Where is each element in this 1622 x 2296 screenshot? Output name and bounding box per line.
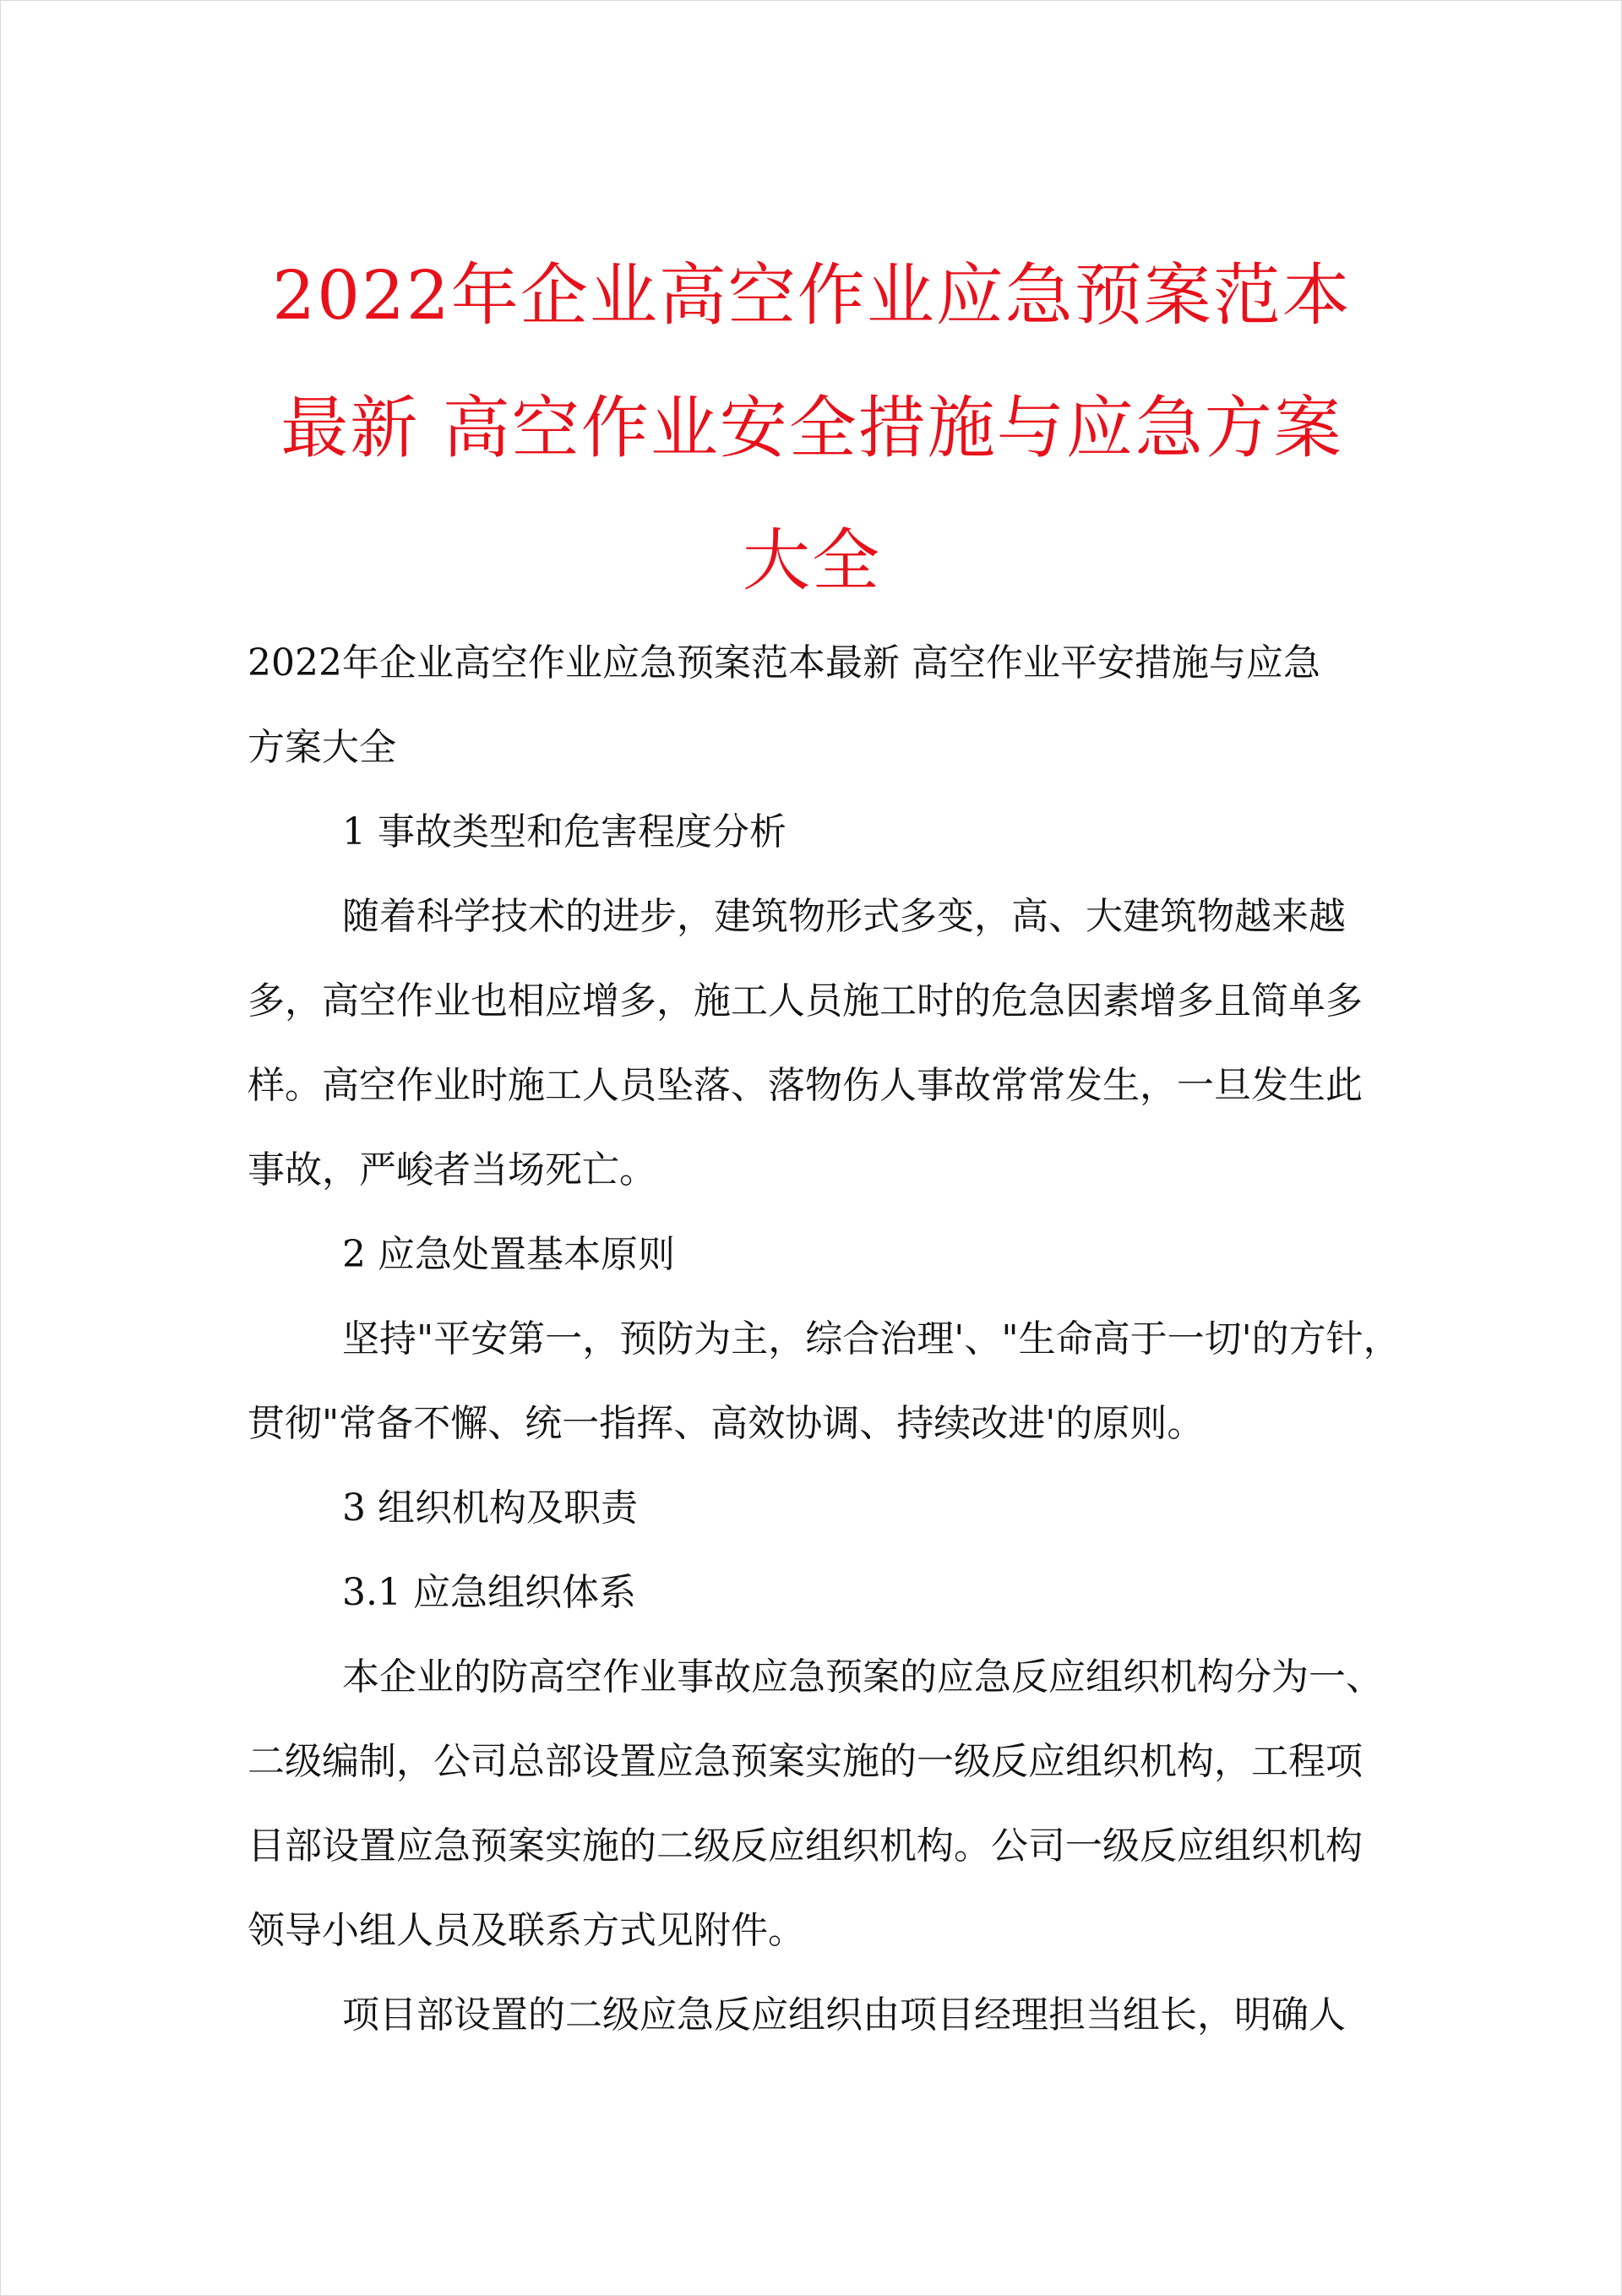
subtitle-line-1: 2022年企业高空作业应急预案范本最新 高空作业平安措施与应急 <box>248 641 1320 684</box>
paragraph-line: 项目部设置的二级应急反应组织由项目经理担当组长，明确人 <box>342 1993 1346 2037</box>
subtitle-line-2: 方案大全 <box>248 726 396 769</box>
paragraph-line: 贯彻"常备不懈、统一指挥、高效协调、持续改进'的原则。 <box>248 1402 1205 1445</box>
section-heading-1: 1 事故类型和危害程度分析 <box>342 810 787 854</box>
section-heading-2: 2 应急处置基本原则 <box>342 1233 675 1276</box>
paragraph-line: 坚持"平安第一，预防为主，综合治理'、"生命高于一切'的方针， <box>342 1317 1401 1361</box>
paragraph-line: 二级编制，公司总部设置应急预案实施的一级反应组织机构，工程项 <box>248 1740 1363 1783</box>
paragraph-line: 随着科学技术的进步，建筑物形式多变，高、大建筑物越来越 <box>342 895 1346 938</box>
paragraph-line: 样。高空作业时施工人员坠落、落物伤人事故常常发生，一旦发生此 <box>248 1064 1363 1107</box>
title-line-3: 大全 <box>743 521 881 600</box>
paragraph-line: 事故，严峻者当场死亡。 <box>248 1148 656 1192</box>
paragraph-line: 本企业的防高空作业事故应急预案的应急反应组织机构分为一、 <box>342 1655 1383 1699</box>
title-line-1: 2022年企业高空作业应急预案范本 <box>272 256 1352 335</box>
document-title <box>204 229 1420 627</box>
title-line-2: 最新 高空作业安全措施与应急方案 <box>280 389 1343 467</box>
paragraph-line: 目部设置应急预案实施的二级反应组织机构。公司一级反应组织机构 <box>248 1824 1363 1868</box>
paragraph-line: 领导小组人员及联系方式见附件。 <box>248 1909 805 1952</box>
document-body <box>248 621 1405 2058</box>
section-heading-3: 3 组织机构及职责 <box>342 1486 638 1530</box>
paragraph-line: 多，高空作业也相应增多，施工人员施工时的危急因素增多且简单多 <box>248 979 1363 1023</box>
section-heading-3-1: 3.1 应急组织体系 <box>342 1571 636 1614</box>
